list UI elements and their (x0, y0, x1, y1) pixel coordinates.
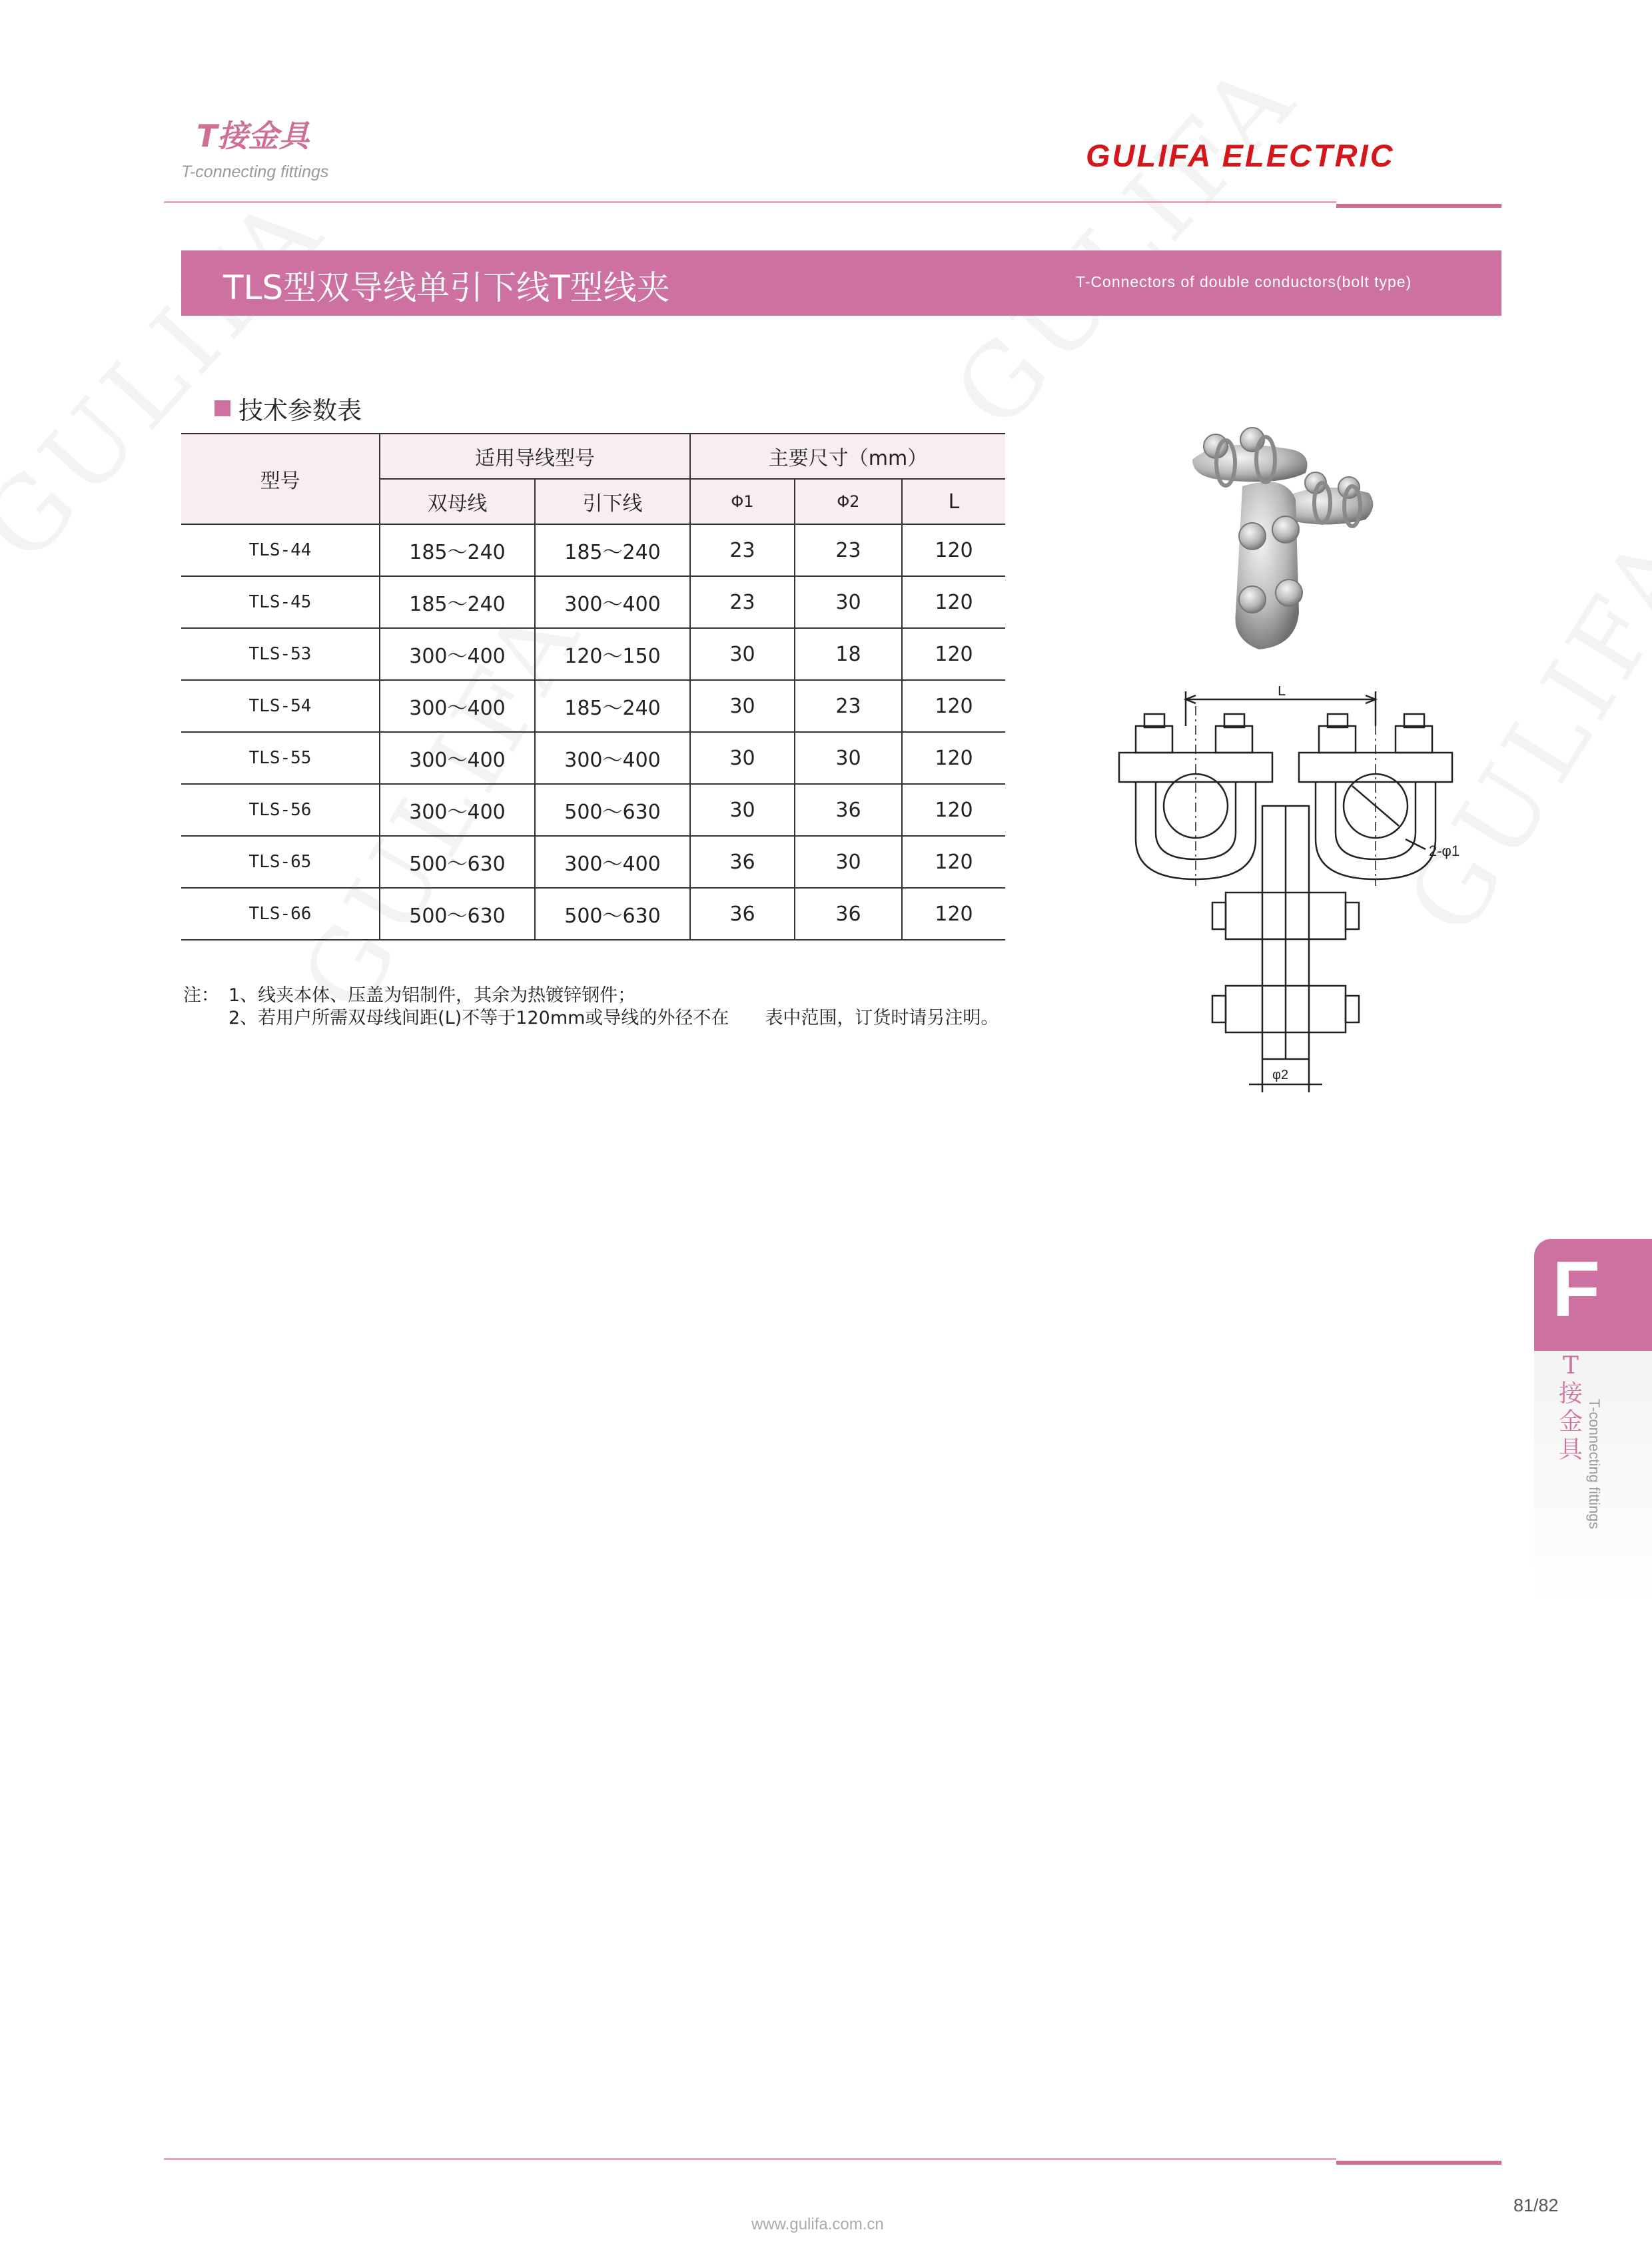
header-conductor-group: 适用导线型号 (380, 434, 690, 479)
cell-d1: 30 (690, 680, 795, 732)
cell-model: TLS-54 (181, 680, 380, 732)
cell-d1: 30 (690, 628, 795, 680)
cell-bus: 300～400 (380, 732, 535, 784)
cell-d1: 30 (690, 784, 795, 836)
banner-title: TLS型双导线单引下线T型线夹 (223, 268, 670, 307)
cell-d1: 23 (690, 576, 795, 628)
table-row (181, 628, 1005, 680)
chapter-label-zh: T接金具 (1558, 1352, 1583, 1463)
cell-L: 120 (902, 732, 1005, 784)
cell-model: TLS-56 (181, 784, 380, 836)
brand-logo: GULIFA ELECTRIC (1086, 138, 1395, 173)
cell-bus: 300～400 (380, 628, 535, 680)
header-dimension-group: 主要尺寸（mm） (690, 434, 1005, 479)
table-row (181, 524, 1005, 576)
dim-L-label: L (1278, 686, 1286, 699)
dim-phi2-label: φ2 (1272, 1068, 1289, 1082)
cell-d2: 30 (795, 836, 902, 888)
cell-L: 120 (902, 524, 1005, 576)
square-bullet-icon (214, 400, 230, 416)
section-title: 技术参数表 (238, 396, 362, 425)
cell-model: TLS-55 (181, 732, 380, 784)
cell-down: 185～240 (535, 680, 690, 732)
chapter-label-en: T-connecting fittings (1586, 1399, 1603, 1529)
notes-label: 注： (183, 985, 219, 1006)
cell-d1: 36 (690, 836, 795, 888)
cell-d1: 36 (690, 888, 795, 940)
cell-bus: 185～240 (380, 576, 535, 628)
cell-down: 300～400 (535, 576, 690, 628)
note-item: 1、线夹本体、压盖为铝制件，其余为热镀锌钢件； (228, 985, 636, 1006)
watermark (933, 38, 1320, 450)
header-L: L (902, 479, 1005, 524)
table-row (181, 784, 1005, 836)
note-item: 2、若用户所需双母线间距(L)不等于120mm或导线的外径不在 表中范围，订货时请另注明。 (228, 1008, 999, 1028)
section-heading (214, 390, 362, 426)
website-url[interactable]: www.gulifa.com.cn (751, 2215, 884, 2233)
cell-d1: 30 (690, 732, 795, 784)
header-phi1: Φ1 (690, 479, 795, 524)
cell-model: TLS-53 (181, 628, 380, 680)
cell-down: 120～150 (535, 628, 690, 680)
table-row (181, 836, 1005, 888)
cell-L: 120 (902, 836, 1005, 888)
cell-model: TLS-44 (181, 524, 380, 576)
header-model: 型号 (181, 434, 380, 524)
cell-bus: 300～400 (380, 784, 535, 836)
technical-drawing (1092, 686, 1492, 1099)
chapter-letter: F (1552, 1246, 1601, 1333)
cell-bus: 500～630 (380, 888, 535, 940)
table-row (181, 680, 1005, 732)
notes (183, 984, 999, 1030)
cell-bus: 300～400 (380, 680, 535, 732)
cell-d2: 30 (795, 732, 902, 784)
cell-down: 185～240 (535, 524, 690, 576)
dim-phi1-label: 2-φ1 (1429, 843, 1460, 859)
banner-subtitle: T-Connectors of double conductors(bolt type) (1076, 273, 1412, 290)
cell-model: TLS-66 (181, 888, 380, 940)
header-down: 引下线 (535, 479, 690, 524)
cell-L: 120 (902, 628, 1005, 680)
header-bus: 双母线 (380, 479, 535, 524)
cell-d2: 36 (795, 888, 902, 940)
category-title: T接金具 (197, 118, 310, 154)
cell-L: 120 (902, 784, 1005, 836)
cell-down: 500～630 (535, 784, 690, 836)
table-row (181, 732, 1005, 784)
product-photo (1179, 413, 1379, 666)
header-phi2: Φ2 (795, 479, 902, 524)
cell-L: 120 (902, 576, 1005, 628)
header-divider-accent (1336, 204, 1501, 208)
cell-bus: 185～240 (380, 524, 535, 576)
cell-d2: 18 (795, 628, 902, 680)
cell-d2: 30 (795, 576, 902, 628)
footer-divider-accent (1336, 2161, 1501, 2165)
cell-L: 120 (902, 680, 1005, 732)
cell-d1: 23 (690, 524, 795, 576)
cell-L: 120 (902, 888, 1005, 940)
cell-down: 500～630 (535, 888, 690, 940)
table-row (181, 576, 1005, 628)
cell-down: 300～400 (535, 836, 690, 888)
cell-model: TLS-45 (181, 576, 380, 628)
header-divider (164, 201, 1336, 203)
cell-down: 300～400 (535, 732, 690, 784)
cell-d2: 23 (795, 680, 902, 732)
category-subtitle: T-connecting fittings (181, 163, 329, 181)
page-number: 81/82 (1513, 2195, 1559, 2215)
cell-d2: 36 (795, 784, 902, 836)
cell-model: TLS-65 (181, 836, 380, 888)
spec-table (181, 433, 1005, 940)
cell-d2: 23 (795, 524, 902, 576)
table-row (181, 888, 1005, 940)
footer-divider (164, 2158, 1336, 2160)
cell-bus: 500～630 (380, 836, 535, 888)
